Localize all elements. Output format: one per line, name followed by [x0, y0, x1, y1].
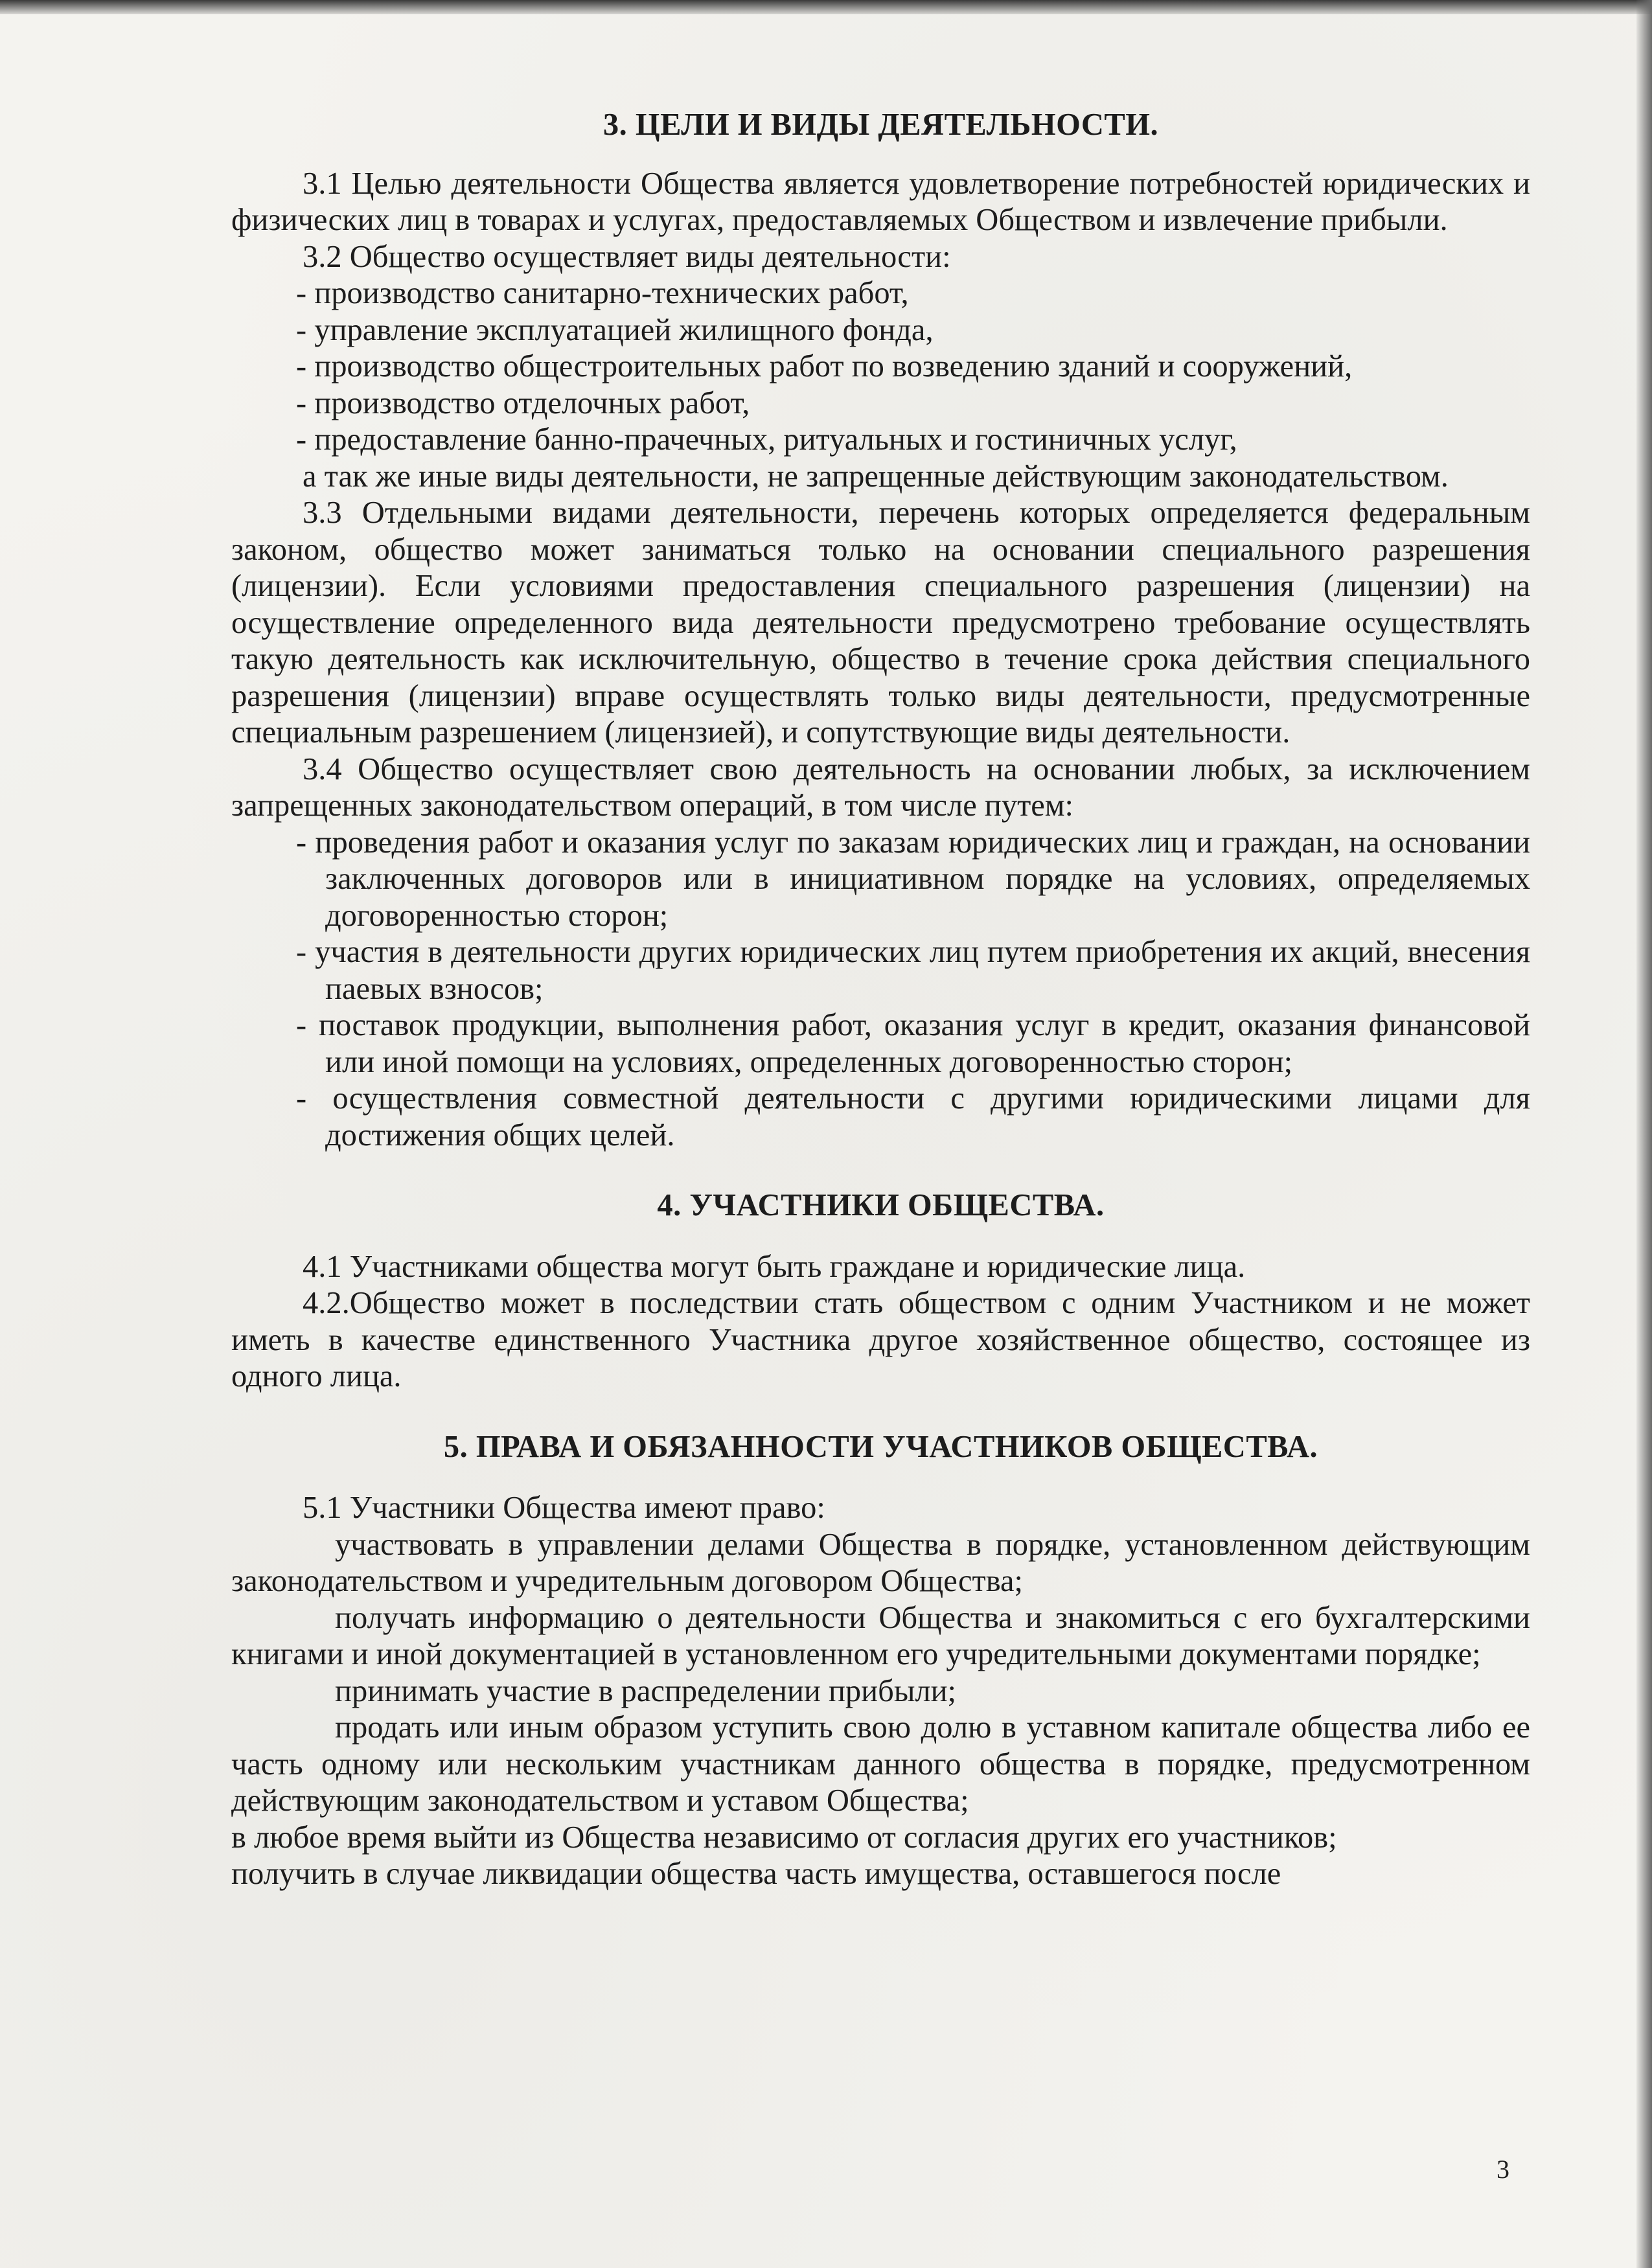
activity-list	[231, 275, 1530, 459]
right-item: продать или иным образом уступить свою долю в уставном капитале общества либо ее часть одному или нескольким участникам данного общества в порядке, предусмотренном действующим законодательством и уставом Общества;	[231, 1710, 1530, 1818]
scan-edge-top	[0, 0, 1652, 14]
paragraph-5-1: 5.1 Участники Общества имеют право:	[303, 1491, 825, 1525]
activity-item: - производство санитарно-технических работ,	[296, 276, 909, 310]
right-item: получать информацию о деятельности Общества и знакомиться с его бухгалтерскими книгами и иной документацией в установленном его учредительными документами порядке;	[231, 1600, 1530, 1671]
paragraph-3-2: 3.2 Общество осуществляет виды деятельности:	[303, 239, 951, 274]
paragraph-4-2: 4.2.Общество может в последствии стать обществом с одним Участником и не может иметь в качестве единственного Участника другое хозяйственное общество, состоящее из одного лица.	[231, 1286, 1530, 1393]
activity-item: - производство отделочных работ,	[296, 385, 750, 420]
method-item: - проведения работ и оказания услуг по заказам юридических лиц и граждан, на основании заключенных договоров или в инициативном порядке на условиях, определяемых договоренностью сторон;	[296, 825, 1530, 933]
scan-edge-right	[1636, 0, 1652, 2268]
section-4-title: 4. УЧАСТНИКИ ОБЩЕСТВА.	[657, 1188, 1105, 1222]
right-item-liquidation: получить в случае ликвидации общества часть имущества, оставшегося после	[231, 1857, 1281, 1891]
section-5-title: 5. ПРАВА И ОБЯЗАННОСТИ УЧАСТНИКОВ ОБЩЕСТВА.	[443, 1429, 1318, 1464]
method-list	[231, 825, 1530, 1154]
method-item: - осуществления совместной деятельности с другими юридическими лицами для достижения общих целей.	[296, 1081, 1530, 1152]
right-item-exit: в любое время выйти из Общества независимо от согласия других его участников;	[231, 1820, 1337, 1855]
activity-item: - управление эксплуатацией жилищного фонда,	[296, 312, 934, 347]
activity-item: - предоставление банно-прачечных, ритуальных и гостиничных услуг,	[296, 422, 1237, 457]
paragraph-3-2-tail: а так же иные виды деятельности, не запрещенные действующим законодательством.	[303, 459, 1449, 494]
right-item: участвовать в управлении делами Общества в порядке, установленном действующим законодательством и учредительным договором Общества;	[231, 1527, 1530, 1598]
activity-item: - производство общестроительных работ по возведению зданий и сооружений,	[296, 349, 1353, 384]
paragraph-3-1: 3.1 Целью деятельности Общества является удовлетворение потребностей юридических и физических лиц в товарах и услугах, предоставляемых Обществом и извлечение прибыли.	[231, 166, 1530, 237]
paragraph-4-1: 4.1 Участниками общества могут быть граждане и юридические лица.	[303, 1249, 1246, 1284]
paragraph-3-4: 3.4 Общество осуществляет свою деятельность на основании любых, за исключением запрещенных законодательством операций, в том числе путем:	[231, 751, 1530, 823]
right-item: принимать участие в распределении прибыли;	[335, 1673, 957, 1708]
paragraph-3-3: 3.3 Отдельными видами деятельности, перечень которых определяется федеральным законом, общество может заниматься только на основании специального разрешения (лицензии). Если условиями предоставления специального разрешения (лицензии) на осуществление определенного вида деятельности предусмотрено требование осуществлять такую деятельность как исключительную, общество в течение срока действия специального разрешения (лицензии) вправе осуществлять только виды деятельности, предусмотренные специальным разрешением (лицензией), и сопутствующие виды деятельности.	[231, 496, 1530, 750]
page-number: 3	[1497, 2155, 1509, 2184]
method-item: - участия в деятельности других юридических лиц путем приобретения их акций, внесения паевых взносов;	[296, 935, 1530, 1006]
document-body	[231, 107, 1530, 1893]
method-item: - поставок продукции, выполнения работ, оказания услуг в кредит, оказания финансовой или иной помощи на условиях, определенных договоренностью сторон;	[296, 1008, 1530, 1079]
section-3-title: 3. ЦЕЛИ И ВИДЫ ДЕЯТЕЛЬНОСТИ.	[602, 108, 1159, 142]
